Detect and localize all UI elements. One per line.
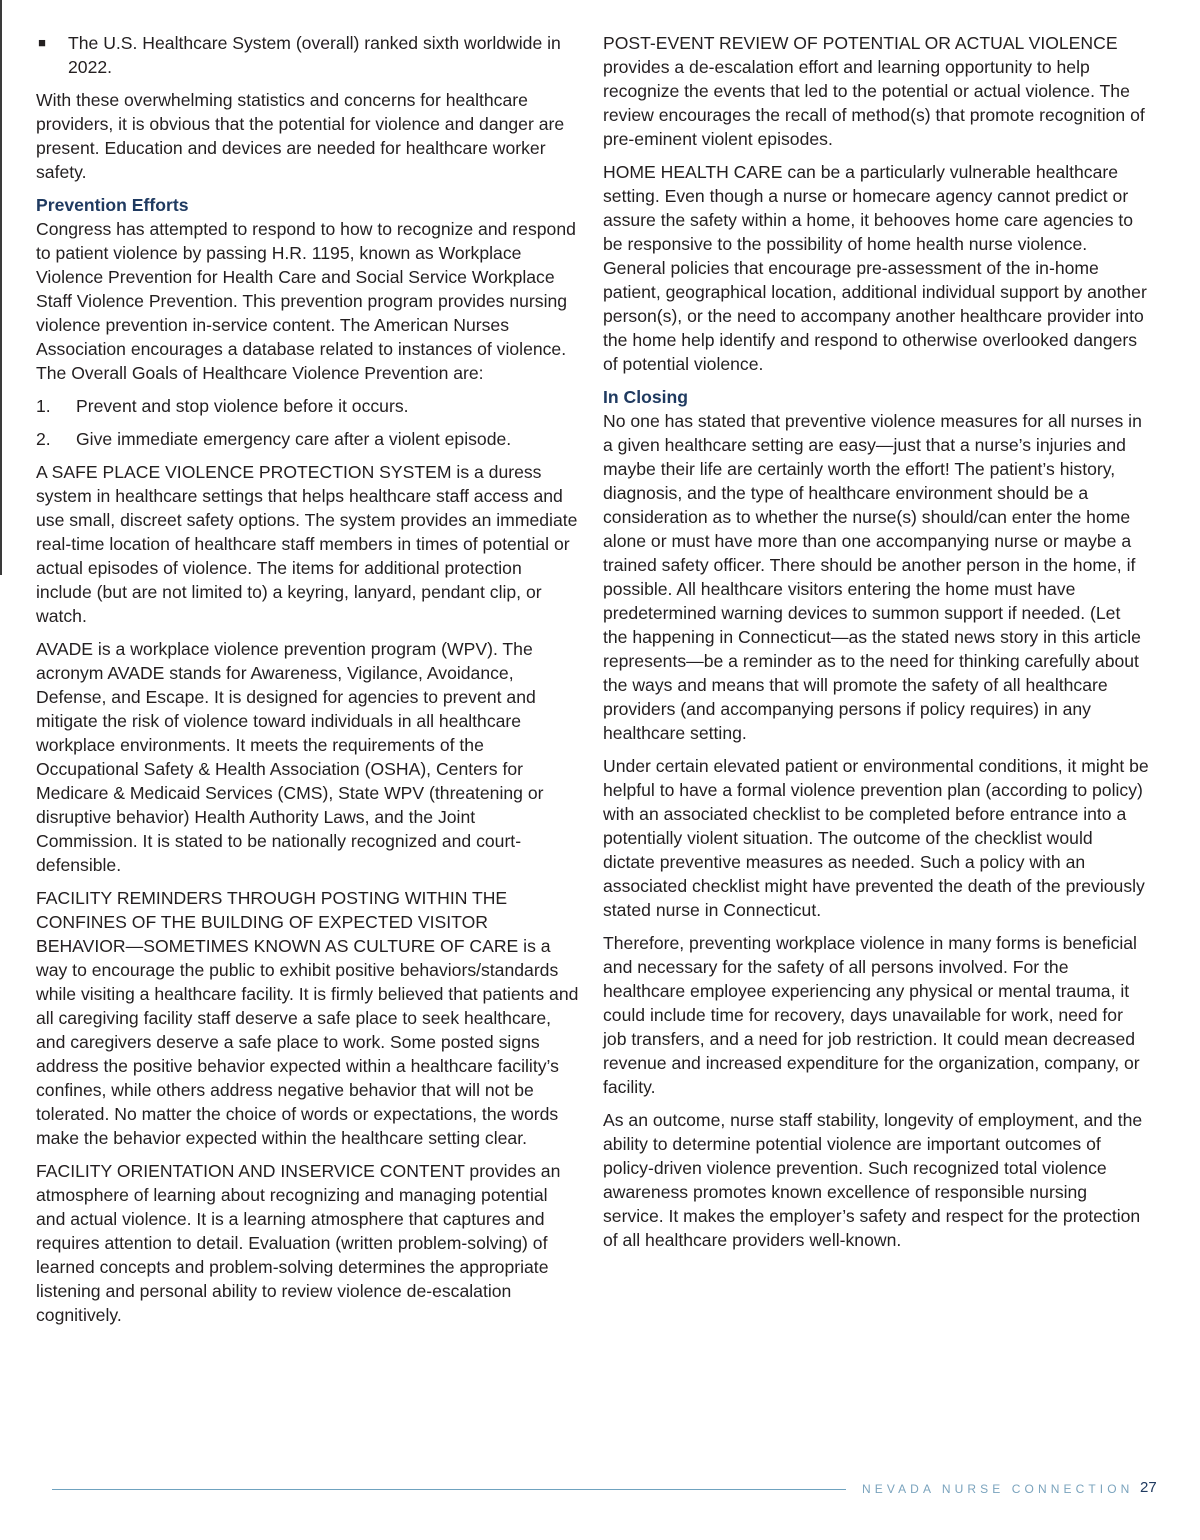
- right-column: [603, 31, 1149, 1261]
- list-item: [36, 394, 581, 418]
- safe-place-paragraph: [36, 460, 581, 628]
- goal-number: 2.: [36, 429, 51, 449]
- list-item: [36, 31, 581, 79]
- post-event-body: provides a de-escalation effort and learning opportunity to help recognize the events that led to the potential or actual violence. The review encourages the recall of method(s) that promote recognition of pre-eminent violent episodes.: [603, 57, 1145, 149]
- post-event-paragraph: [603, 31, 1149, 151]
- orientation-lead: FACILITY ORIENTATION AND INSERVICE CONTENT: [36, 1161, 465, 1181]
- page-number: 27: [1140, 1479, 1157, 1496]
- safe-place-lead: A SAFE PLACE VIOLENCE PROTECTION SYSTEM: [36, 462, 452, 482]
- goal-text: Prevent and stop violence before it occurs.: [76, 396, 409, 416]
- post-event-lead: POST-EVENT REVIEW OF POTENTIAL OR ACTUAL VIOLENCE: [603, 33, 1118, 53]
- closing-heading: In Closing: [603, 387, 689, 407]
- home-health-body: can be a particularly vulnerable healthcare setting. Even though a nurse or homecare agency cannot predict or assure the safety within a home, it behooves home care agencies to be responsive to the possibility of home health nurse violence. General policies that encourage pre-assessment of the in-home patient, geographical location, additional individual support by another person(s), or the need to accompany another healthcare provider into the home help identify and respond to otherwise overlooked dangers of potential violence.: [603, 162, 1147, 374]
- orientation-body: provides an atmosphere of learning about recognizing and managing potential and actual violence. It is a learning atmosphere that captures and requires attention to detail. Evaluation (written problem-solving) of learned concepts and problem-solving determines the appropriate listening and personal ability to review violence de-escalation cognitively.: [36, 1161, 561, 1325]
- avade-lead: AVADE: [36, 639, 94, 659]
- facility-reminders-paragraph: [36, 886, 581, 1150]
- facility-reminders-lead: FACILITY REMINDERS THROUGH POSTING WITHIN THE CONFINES OF THE BUILDING OF EXPECTED VISITOR BEHAVIOR—SOMETIMES KNOWN AS CULTURE OF CARE: [36, 888, 519, 956]
- prevention-paragraph: Congress has attempted to respond to how to recognize and respond to patient violence by passing H.R. 1195, known as Workplace Violence Prevention for Health Care and Social Service Workplace Staff Violence Prevention. This prevention program provides nursing violence prevention in-service content. The American Nurses Association encourages a database related to instances of violence. The Overall Goals of Healthcare Violence Prevention are:: [36, 219, 576, 383]
- facility-reminders-body: is a way to encourage the public to exhibit positive behaviors/standards while visiting a healthcare facility. It is firmly believed that patients and all caregiving facility staff deserve a safe place to seek healthcare, and caregivers deserve a safe place to work. Some posted signs address the positive behavior expected within a healthcare facility’s confines, while others address negative behavior that will not be tolerated. No matter the choice of words or expectations, the words make the behavior expected within the healthcare setting clear.: [36, 936, 579, 1148]
- footer-publication: NEVADA NURSE CONNECTION: [862, 1482, 1134, 1496]
- closing-paragraph-3: Therefore, preventing workplace violence in many forms is beneficial and necessary for the safety of all persons involved. For the healthcare employee experiencing any physical or mental trauma, it could include time for recovery, days unavailable for work, need for job transfers, and a need for job restriction. It could mean decreased revenue and increased expenditure for the organization, company, or facility.: [603, 933, 1140, 1097]
- goal-text: Give immediate emergency care after a violent episode.: [76, 429, 512, 449]
- safe-place-body: is a duress system in healthcare settings that helps healthcare staff access and use small, discreet safety options. The system provides an immediate real-time location of healthcare staff members in times of potential or actual episodes of violence. The items for additional protection include (but are not limited to) a keyring, lanyard, pendant clip, or watch.: [36, 462, 578, 626]
- list-item: [36, 427, 581, 451]
- orientation-paragraph: [36, 1159, 581, 1327]
- bullet-icon: ■: [38, 35, 46, 50]
- closing-paragraph-2: Under certain elevated patient or environmental conditions, it might be helpful to have a formal violence prevention plan (according to policy) with an associated checklist to be completed before entrance into a potentially violent situation. The outcome of the checklist would dictate preventive measures as needed. Such a policy with an associated checklist might have prevented the death of the previously stated nurse in Connecticut.: [603, 756, 1149, 920]
- closing-paragraph-1: No one has stated that preventive violence measures for all nurses in a given healthcare setting are easy—just that a nurse’s injuries and maybe their life are certainly worth the effort! The patient’s history, diagnosis, and the type of healthcare environment should be a consideration as to whether the nurse(s) should/can enter the home alone or must have more than one accompanying nurse or maybe a trained safety officer. There should be another person in the home, if possible. All healthcare visitors entering the home must have predetermined warning devices to summon support if needed. (Let the happening in Connecticut—as the stated news story in this article represents—be a reminder as to the need for thinking carefully about the ways and means that will promote the safety of all healthcare providers (and accompanying persons if policy requires) in any healthcare setting.: [603, 411, 1142, 743]
- home-health-lead: HOME HEALTH CARE: [603, 162, 783, 182]
- intro-paragraph: With these overwhelming statistics and concerns for healthcare providers, it is obvious that the potential for violence and danger are present. Education and devices are needed for healthcare worker safety.: [36, 90, 565, 182]
- home-health-paragraph: [603, 160, 1149, 376]
- closing-paragraph-4: As an outcome, nurse staff stability, longevity of employment, and the ability to determine potential violence are important outcomes of policy-driven violence prevention. Such recognized total violence awareness promotes known excellence of responsible nursing service. It makes the employer’s safety and respect for the protection of all healthcare providers well-known.: [603, 1110, 1143, 1250]
- goals-list: [36, 394, 581, 451]
- bullet-text: The U.S. Healthcare System (overall) ranked sixth worldwide in 2022.: [68, 33, 561, 77]
- avade-body: is a workplace violence prevention program (WPV). The acronym AVADE stands for Awareness, Vigilance, Avoidance, Defense, and Escape. It is designed for agencies to prevent and mitigate the risk of violence toward individuals in all healthcare workplace environments. It meets the requirements of the Occupational Safety & Health Association (OSHA), Centers for Medicare & Medicaid Services (CMS), State WPV (threatening or disruptive behavior) Health Authority Laws, and the Joint Commission. It is stated to be nationally recognized and court-defensible.: [36, 639, 544, 875]
- goal-number: 1.: [36, 396, 51, 416]
- page-edge-bar: [0, 0, 2, 575]
- prevention-heading: Prevention Efforts: [36, 195, 189, 215]
- footer-rule: [52, 1489, 846, 1490]
- avade-paragraph: [36, 637, 581, 877]
- left-column: [36, 31, 581, 1336]
- bullet-list: [36, 31, 581, 79]
